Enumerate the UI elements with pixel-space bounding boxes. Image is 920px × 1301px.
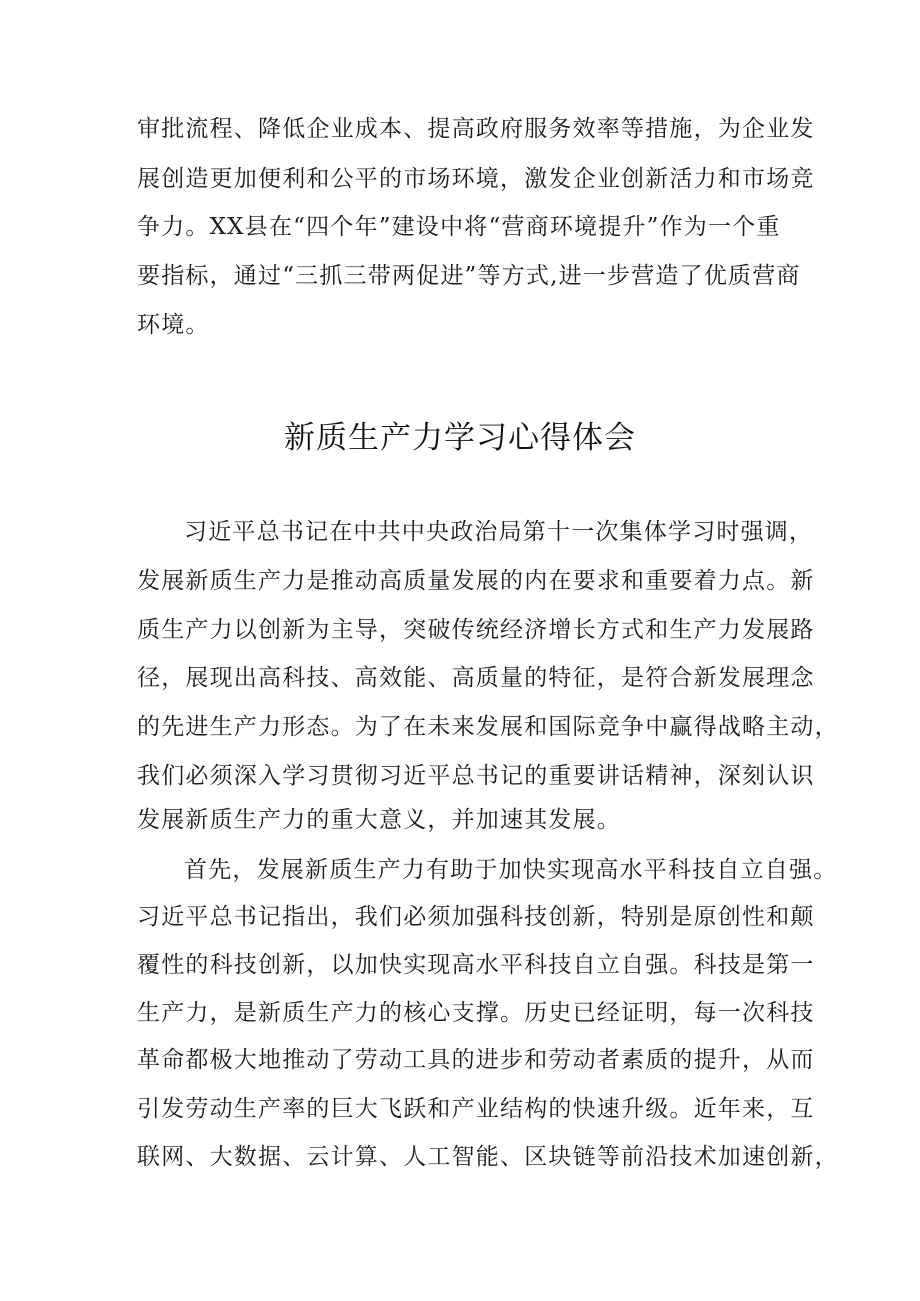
text-line: 引发劳动生产率的巨大飞跃和产业结构的快速升级。近年来，互 [137,1096,815,1122]
text-line: 首先，发展新质生产力有助于加快实现高水平科技自立自强。 [184,857,838,883]
text-line: 我们必须深入学习贯彻习近平总书记的重要讲话精神，深刻认识 [137,763,815,789]
text-line: 展创造更加便利和公平的市场环境，激发企业创新活力和市场竞 [137,166,815,192]
text-line: 联网、大数据、云计算、人工智能、区块链等前沿技术加速创新， [137,1144,839,1170]
text-line: 发展新质生产力的重大意义，并加速其发展。 [137,807,621,833]
text-line: 生产力，是新质生产力的核心支撑。历史已经证明，每一次科技 [137,1000,815,1026]
text-line: 争力。XX县在“四个年”建设中将“营商环境提升”作为一个重 [137,214,781,240]
article-title: 新质生产力学习心得体会 [284,420,636,456]
text-line: 习近平总书记指出，我们必须加强科技创新，特别是原创性和颠 [137,904,815,930]
text-line: 质生产力以创新为主导，突破传统经济增长方式和生产力发展路 [137,617,815,643]
text-line: 径，展现出高科技、高效能、高质量的特征，是符合新发展理念 [137,665,815,691]
text-line: 的先进生产力形态。为了在未来发展和国际竞争中赢得战略主动， [137,714,839,740]
text-line: 要指标，通过“三抓三带两促进”等方式,进一步营造了优质营商 [137,263,801,289]
text-line: 环境。 [137,312,210,338]
text-line: 革命都极大地推动了劳动工具的进步和劳动者素质的提升，从而 [137,1047,815,1073]
text-line: 发展新质生产力是推动高质量发展的内在要求和重要着力点。新 [137,568,815,594]
text-line: 习近平总书记在中共中央政治局第十一次集体学习时强调， [184,519,814,545]
text-line: 覆性的科技创新，以加快实现高水平科技自立自强。科技是第一 [137,952,815,978]
text-line: 审批流程、降低企业成本、提高政府服务效率等措施，为企业发 [137,116,815,142]
